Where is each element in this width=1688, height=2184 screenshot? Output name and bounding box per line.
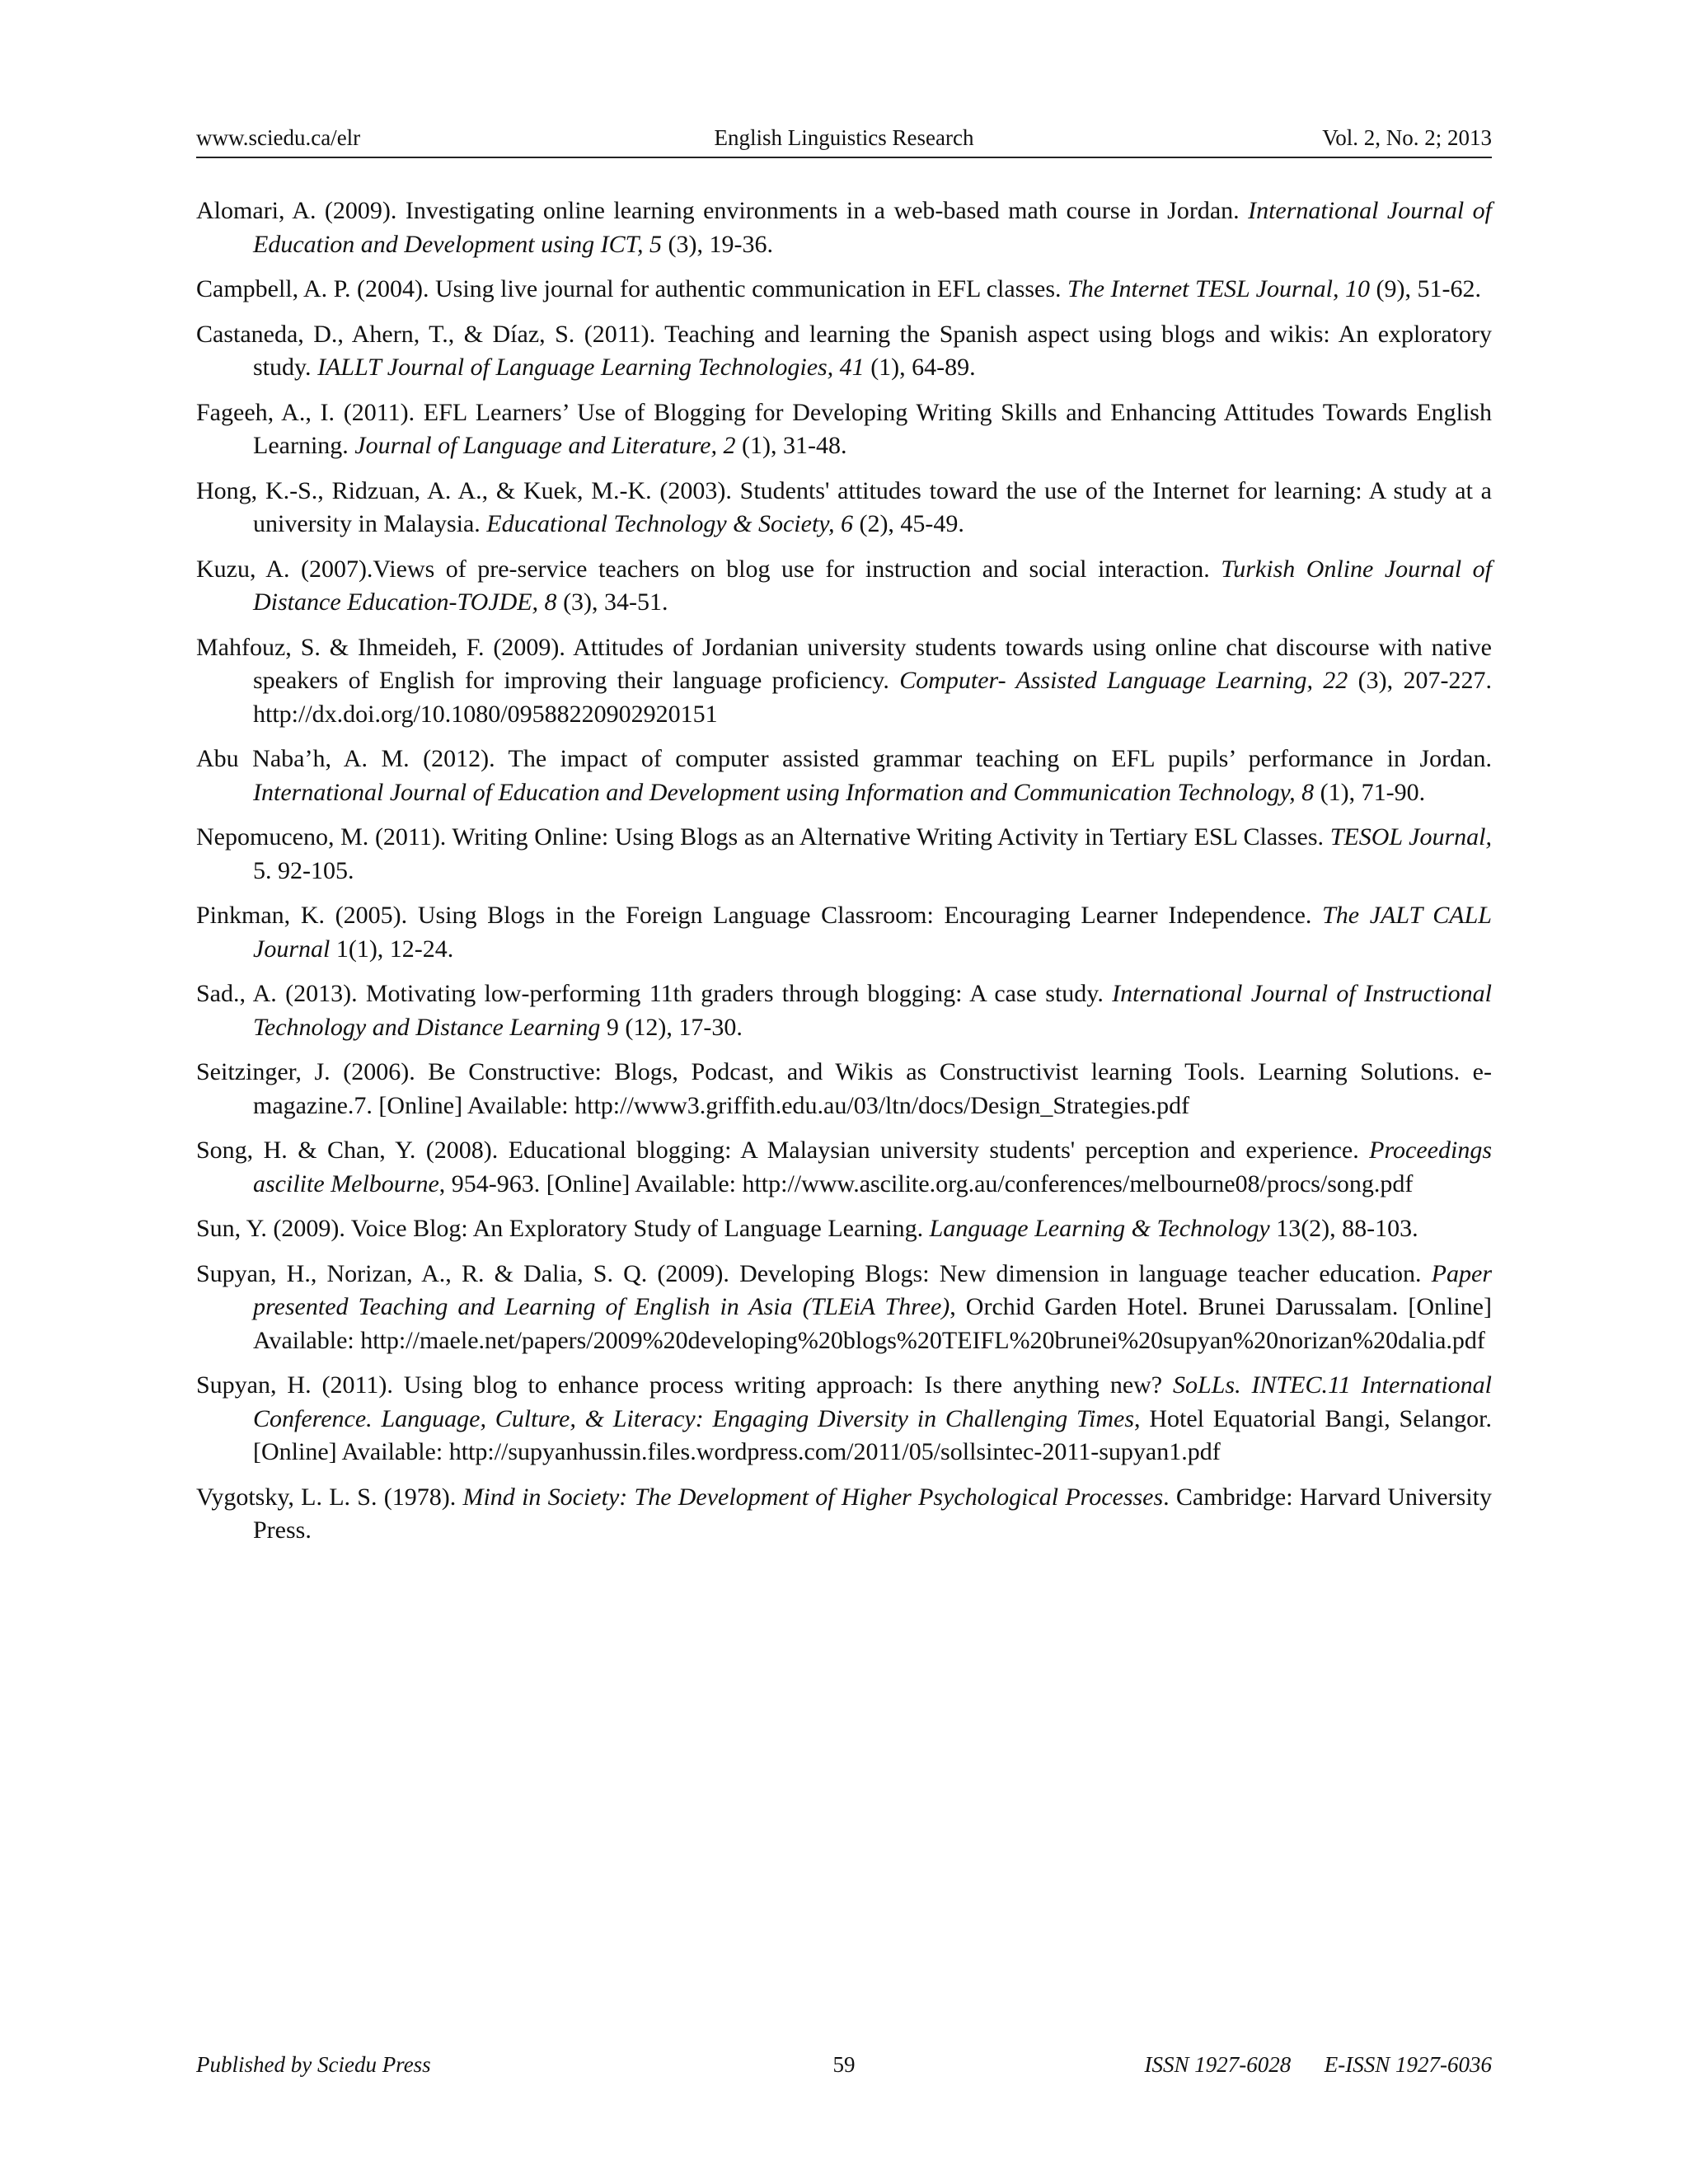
reference-citation: Fageeh, A., I. (2011). EFL Learners’ Use of Blogging for Developing Writing Skills and Enhancing Attitudes Towards English Learning. <box>196 398 1492 459</box>
reference-entry <box>196 631 1492 732</box>
reference-source: Language Learning & Technology <box>929 1215 1270 1242</box>
reference-source: International Journal of Instructional Technology and Distance Learning <box>253 980 1492 1041</box>
page-number: 59 <box>832 2052 856 2077</box>
reference-citation: Campbell, A. P. (2004). Using live journal for authentic communication in EFL classes. <box>196 275 1068 302</box>
reference-details: , 954-963. [Online] Available: http://www.ascilite.org.au/conferences/melbourne08/procs/song.pdf <box>438 1169 1414 1197</box>
reference-details: 1(1), 12-24. <box>330 935 454 963</box>
reference-source: IALLT Journal of Language Learning Technologies, 41 <box>317 354 865 381</box>
reference-source: The Internet TESL Journal, 10 <box>1067 275 1370 302</box>
reference-details: (3), 19-36. <box>662 230 774 258</box>
reference-entry <box>196 553 1492 620</box>
reference-citation: Sad., A. (2013). Motivating low-performing 11th graders through blogging: A case study. <box>196 980 1113 1007</box>
reference-source: Computer- Assisted Language Learning, 22 <box>899 667 1348 694</box>
reference-entry <box>196 1212 1492 1246</box>
journal-url: www.sciedu.ca/elr <box>196 125 361 150</box>
reference-details: (1), 31-48. <box>735 432 847 459</box>
reference-entry <box>196 318 1492 385</box>
reference-citation: Nepomuceno, M. (2011). Writing Online: Using Blogs as an Alternative Writing Activity in Tertiary ESL Classes. <box>196 823 1330 851</box>
reference-source: International Journal of Education and Development using ICT, 5 <box>253 197 1493 258</box>
reference-details: 5. 92-105. <box>253 856 354 884</box>
reference-entry <box>196 1258 1492 1358</box>
reference-citation: Hong, K.-S., Ridzuan, A. A., & Kuek, M.-K. (2003). Students' attitudes toward the use of the Internet for learning: A study at a university in Malaysia. <box>196 476 1492 537</box>
reference-citation: Pinkman, K. (2005). Using Blogs in the Foreign Language Classroom: Encouraging Learner Independence. <box>196 902 1323 929</box>
reference-source: SoLLs. INTEC.11 International Conference. Language, Culture, & Literacy: Engaging Diversity in Challenging Times <box>253 1371 1492 1432</box>
reference-citation: Supyan, H., Norizan, A., R. & Dalia, S. Q. (2009). Developing Blogs: New dimension in language teacher education. <box>196 1259 1432 1287</box>
reference-source: Paper presented Teaching and Learning of English in Asia (TLEiA Three) <box>253 1259 1492 1320</box>
issn: ISSN 1927-6028 <box>1144 2052 1292 2077</box>
eissn: E-ISSN 1927-6036 <box>1324 2052 1492 2077</box>
running-header <box>196 122 1492 158</box>
reference-details: (1), 71-90. <box>1314 778 1426 806</box>
reference-source: Educational Technology & Society, 6 <box>486 510 853 537</box>
reference-citation: Alomari, A. (2009). Investigating online learning environments in a web-based math course in Jordan. <box>196 197 1249 224</box>
reference-entry <box>196 475 1492 541</box>
reference-details: 13(2), 88-103. <box>1269 1215 1418 1242</box>
reference-source: International Journal of Education and Development using Information and Communication Technology, 8 <box>253 778 1315 806</box>
issn-block <box>1145 2052 1492 2078</box>
reference-details: (2), 45-49. <box>852 510 964 537</box>
publisher: Published by Sciedu Press <box>196 2052 431 2077</box>
reference-entry <box>196 194 1492 261</box>
reference-entry <box>196 821 1492 888</box>
reference-details: 9 (12), 17-30. <box>600 1013 743 1041</box>
reference-entry <box>196 1369 1492 1469</box>
journal-title: English Linguistics Research <box>714 125 974 150</box>
reference-source: Proceedings ascilite Melbourne <box>253 1137 1492 1197</box>
reference-entry <box>196 977 1492 1044</box>
reference-source: The JALT CALL Journal <box>253 902 1492 963</box>
reference-source: Journal of Language and Literature, 2 <box>354 432 736 459</box>
reference-details: , Orchid Garden Hotel. Brunei Darussalam. [Online] Available: http://maele.net/papers/2009%20developing%20blogs%20TEIFL%20brunei%20supyan%20norizan%20dalia.pdf <box>253 1293 1492 1354</box>
reference-details: (3), 207-227. http://dx.doi.org/10.1080/09588220902920151 <box>253 667 1492 728</box>
reference-citation: Seitzinger, J. (2006). Be Constructive: Blogs, Podcast, and Wikis as Constructivist learning Tools. Learning Solutions. e-magazine.7. [Online] Available: http://www3.griffith.edu.au/03/ltn/docs/Design_Strategies.pdf <box>196 1058 1492 1119</box>
reference-details: . Cambridge: Harvard University Press. <box>253 1483 1492 1544</box>
reference-entry <box>196 1481 1492 1548</box>
reference-entry <box>196 273 1492 307</box>
volume-info: Vol. 2, No. 2; 2013 <box>1322 125 1492 150</box>
reference-citation: Mahfouz, S. & Ihmeideh, F. (2009). Attitudes of Jordanian university students towards using online chat discourse with native speakers of English for improving their language proficiency. <box>196 633 1492 694</box>
reference-source: TESOL Journal, <box>1329 823 1492 851</box>
reference-source: Mind in Society: The Development of Higher Psychological Processes <box>462 1483 1164 1511</box>
reference-entry <box>196 396 1492 463</box>
reference-citation: Kuzu, A. (2007).Views of pre-service teachers on blog use for instruction and social interaction. <box>196 555 1221 583</box>
reference-entry <box>196 1134 1492 1201</box>
reference-citation: Supyan, H. (2011). Using blog to enhance process writing approach: Is there anything new? <box>196 1371 1174 1399</box>
reference-details: (1), 64-89. <box>864 354 976 381</box>
reference-entry <box>196 899 1492 966</box>
reference-details: (9), 51-62. <box>1370 275 1481 302</box>
reference-details: , Hotel Equatorial Bangi, Selangor. [Online] Available: http://supyanhussin.files.wordpress.com/2011/05/sollsintec-2011-supyan1.pdf <box>253 1404 1492 1465</box>
reference-list <box>196 194 1492 1559</box>
reference-entry <box>196 743 1492 809</box>
reference-details: (3), 34-51. <box>556 588 668 616</box>
reference-source: Turkish Online Journal of Distance Education-TOJDE, 8 <box>253 555 1492 616</box>
reference-citation: Song, H. & Chan, Y. (2008). Educational blogging: A Malaysian university students' perception and experience. <box>196 1137 1370 1164</box>
reference-citation: Sun, Y. (2009). Voice Blog: An Exploratory Study of Language Learning. <box>196 1215 930 1242</box>
reference-citation: Castaneda, D., Ahern, T., & Díaz, S. (2011). Teaching and learning the Spanish aspect using blogs and wikis: An exploratory study. <box>196 320 1492 381</box>
reference-citation: Vygotsky, L. L. S. (1978). <box>196 1483 463 1511</box>
reference-entry <box>196 1056 1492 1122</box>
reference-citation: Abu Naba’h, A. M. (2012). The impact of computer assisted grammar teaching on EFL pupils’ performance in Jordan. <box>196 745 1492 772</box>
